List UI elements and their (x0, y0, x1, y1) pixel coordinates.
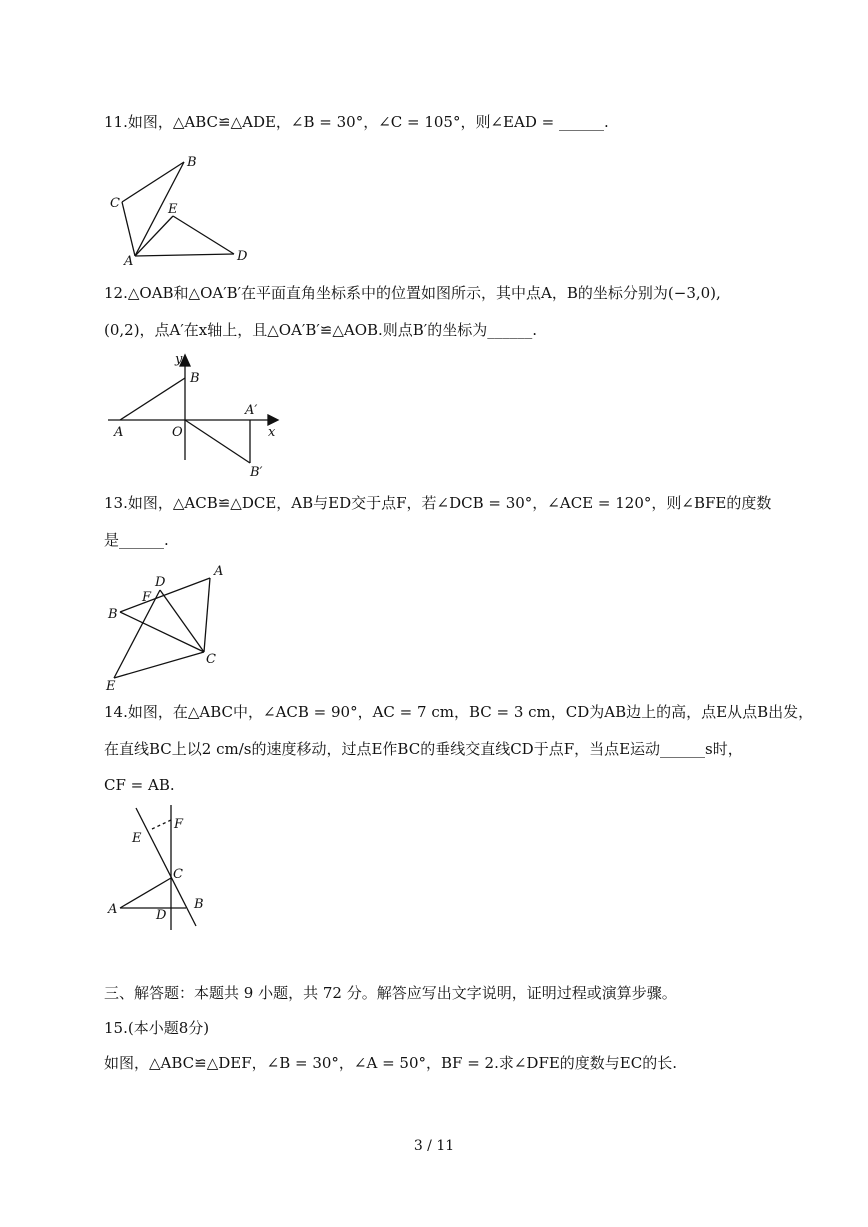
q15-title: 15.(本小题8分) (104, 1019, 210, 1037)
q12-label-x: x (268, 425, 276, 440)
q14-label-A: A (108, 902, 118, 917)
q13-label-D: D (155, 575, 166, 590)
q12-label-B-prime: B′ (250, 465, 263, 480)
q12-label-A-prime: A′ (245, 403, 258, 418)
q12-line1: 12.△OAB和△OA′B′在平面直角坐标系中的位置如图所示，其中点A，B的坐标分别为(−3,0), (104, 284, 721, 302)
q11-label-A: A (124, 254, 134, 269)
q12-figure (100, 350, 290, 480)
q14-line2: 在直线BC上以2 cm/s的速度移动，过点E作BC的垂线交直线CD于点F，当点E运动______s时， (104, 740, 743, 758)
q13-label-F: F (142, 590, 152, 605)
q14-label-B: B (194, 897, 204, 912)
q13-figure (100, 560, 230, 695)
q11-label-C: C (110, 196, 120, 211)
q13-label-E: E (106, 679, 116, 694)
page-number: 3 / 11 (413, 1138, 455, 1154)
q11-label-B: B (187, 155, 197, 170)
q11-label-D: D (237, 249, 248, 264)
q13-label-A: A (214, 564, 224, 579)
q12-line2: (0,2)，点A′在x轴上，且△OA′B′≌△AOB.则点B′的坐标为______. (104, 321, 537, 339)
q11-label-E: E (168, 202, 178, 217)
q13-label-C: C (206, 652, 216, 667)
q12-label-A: A (114, 425, 124, 440)
q14-line3: CF = AB. (104, 776, 175, 794)
q12-label-O: O (172, 425, 183, 440)
q14-figure (100, 800, 220, 935)
q15-text: 如图，△ABC≌△DEF，∠B = 30°，∠A = 50°，BF = 2.求∠DFE的度数与EC的长. (104, 1054, 678, 1072)
q14-label-D: D (156, 908, 167, 923)
q12-label-B: B (190, 371, 200, 386)
q14-label-E: E (132, 831, 142, 846)
q11-figure (100, 150, 270, 270)
q13-line2: 是______. (104, 531, 169, 549)
section3-heading: 三、解答题：本题共 9 小题，共 72 分。解答应写出文字说明，证明过程或演算步骤。 (104, 984, 677, 1002)
q14-line1: 14.如图，在△ABC中，∠ACB = 90°，AC = 7 cm，BC = 3 cm，CD为AB边上的高，点E从点B出发， (104, 703, 814, 721)
q11-text: 11.如图，△ABC≌△ADE，∠B = 30°，∠C = 105°，则∠EAD = ______. (104, 113, 609, 131)
q14-label-C: C (173, 867, 183, 882)
q14-label-F: F (174, 817, 184, 832)
q13-line1: 13.如图，△ACB≌△DCE，AB与ED交于点F，若∠DCB = 30°，∠ACE = 120°，则∠BFE的度数 (104, 494, 772, 512)
q13-label-B: B (108, 607, 118, 622)
q12-label-y: y (175, 352, 183, 367)
